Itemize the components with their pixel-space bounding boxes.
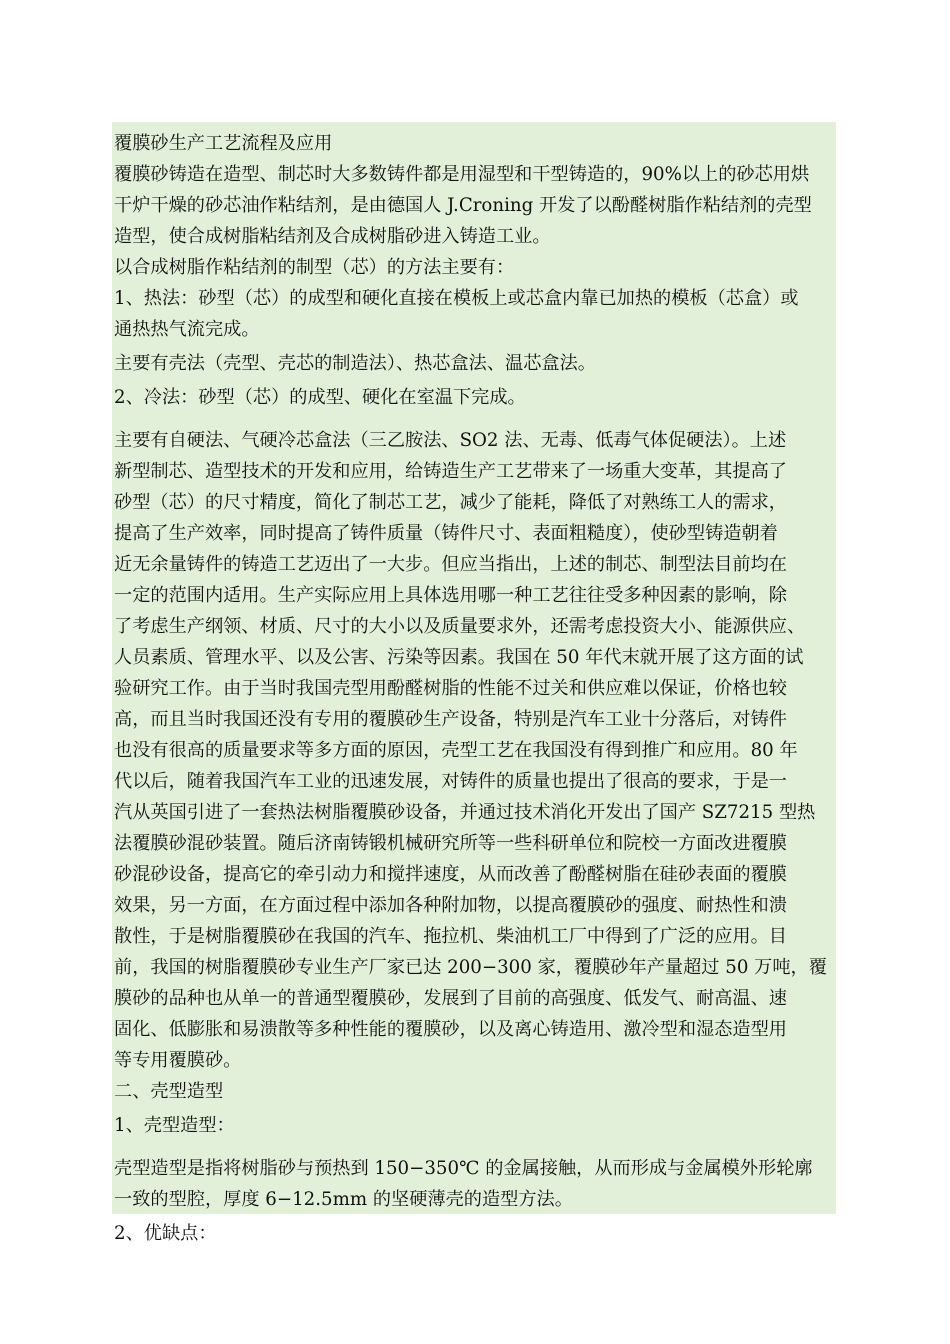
- intro-line: 2、冷法：砂型（芯）的成型、硬化在室温下完成。: [114, 387, 526, 408]
- body-line: 等专用覆膜砂。: [114, 1050, 242, 1071]
- document-title: 覆膜砂生产工艺流程及应用: [114, 133, 333, 154]
- body-line: 高，而且当时我国还没有专用的覆膜砂生产设备，特别是汽车工业十分落后，对铸件: [114, 709, 787, 730]
- intro-line: 通热热气流完成。: [114, 319, 260, 340]
- body-line: 也没有很高的质量要求等多方面的原因，壳型工艺在我国没有得到推广和应用。80 年: [114, 740, 798, 761]
- body-line: 一定的范围内适用。生产实际应用上具体选用哪一种工艺往往受多种因素的影响，除: [114, 585, 787, 606]
- document-body: [112, 122, 836, 1244]
- body-line: 了考虑生产纲领、材质、尺寸的大小以及质量要求外，还需考虑投资大小、能源供应、: [114, 616, 806, 637]
- intro-line: 干炉干燥的砂芯油作粘结剂，是由德国人 J.Croning 开发了以酚醛树脂作粘结剂的壳型: [114, 195, 812, 216]
- intro-line: 造型，使合成树脂粘结剂及合成树脂砂进入铸造工业。: [114, 226, 551, 247]
- body-line: 膜砂的品种也从单一的普通型覆膜砂，发展到了目前的高强度、低发气、耐高温、速: [114, 988, 787, 1009]
- body-line: 代以后，随着我国汽车工业的迅速发展，对铸件的质量也提出了很高的要求，于是一: [114, 771, 787, 792]
- body-line: 近无余量铸件的铸造工艺迈出了一大步。但应当指出，上述的制芯、制型法目前均在: [114, 554, 787, 575]
- body-line: 提高了生产效率，同时提高了铸件质量（铸件尺寸、表面粗糙度），使砂型铸造朝着: [114, 523, 778, 544]
- body-line: 砂混砂设备，提高它的牵引动力和搅拌速度，从而改善了酚醛树脂在硅砂表面的覆膜: [114, 864, 787, 885]
- definition-line: 一致的型腔，厚度 6−12.5mm 的坚硬薄壳的造型方法。: [114, 1189, 573, 1210]
- intro-line: 以合成树脂作粘结剂的制型（芯）的方法主要有：: [114, 257, 515, 278]
- body-line: 散性，于是树脂覆膜砂在我国的汽车、拖拉机、柴油机工厂中得到了广泛的应用。目: [114, 926, 787, 947]
- definition-line: 壳型造型是指将树脂砂与预热到 150−350℃ 的金属接触，从而形成与金属模外形轮廓: [114, 1158, 813, 1179]
- body-line: 验研究工作。由于当时我国壳型用酚醛树脂的性能不过关和供应难以保证，价格也较: [114, 678, 787, 699]
- body-line: 主要有自硬法、气硬冷芯盒法（三乙胺法、SO2 法、无毒、低毒气体促硬法）。上述: [114, 430, 787, 451]
- body-line: 前，我国的树脂覆膜砂专业生产厂家已达 200−300 家，覆膜砂年产量超过 50 万吨，覆: [114, 957, 827, 978]
- intro-line: 覆膜砂铸造在造型、制芯时大多数铸件都是用湿型和干型铸造的，90%以上的砂芯用烘: [114, 164, 810, 185]
- body-line: 砂型（芯）的尺寸精度，简化了制芯工艺，减少了能耗，降低了对熟练工人的需求，: [114, 492, 787, 513]
- body-line: 汽从英国引进了一套热法树脂覆膜砂设备，并通过技术消化开发出了国产 SZ7215 型热: [114, 802, 816, 823]
- subsection-heading: 1、壳型造型：: [114, 1115, 235, 1136]
- body-line: 效果，另一方面，在方面过程中添加各种附加物，以提高覆膜砂的强度、耐热性和溃: [114, 895, 787, 916]
- body-line: 新型制芯、造型技术的开发和应用，给铸造生产工艺带来了一场重大变革，其提高了: [114, 461, 787, 482]
- subsection-heading: 2、优缺点：: [114, 1223, 217, 1244]
- section-heading: 二、壳型造型: [114, 1081, 224, 1102]
- body-line: 法覆膜砂混砂装置。随后济南铸锻机械研究所等一些科研单位和院校一方面改进覆膜: [114, 833, 787, 854]
- intro-line: 1、热法：砂型（芯）的成型和硬化直接在模板上或芯盒内靠已加热的模板（芯盒）或: [114, 288, 799, 309]
- body-line: 固化、低膨胀和易溃散等多种性能的覆膜砂，以及离心铸造用、激冷型和湿态造型用: [114, 1019, 787, 1040]
- intro-line: 主要有壳法（壳型、壳芯的制造法）、热芯盒法、温芯盒法。: [114, 353, 596, 374]
- body-line: 人员素质、管理水平、以及公害、污染等因素。我国在 50 年代末就开展了这方面的试: [114, 647, 804, 668]
